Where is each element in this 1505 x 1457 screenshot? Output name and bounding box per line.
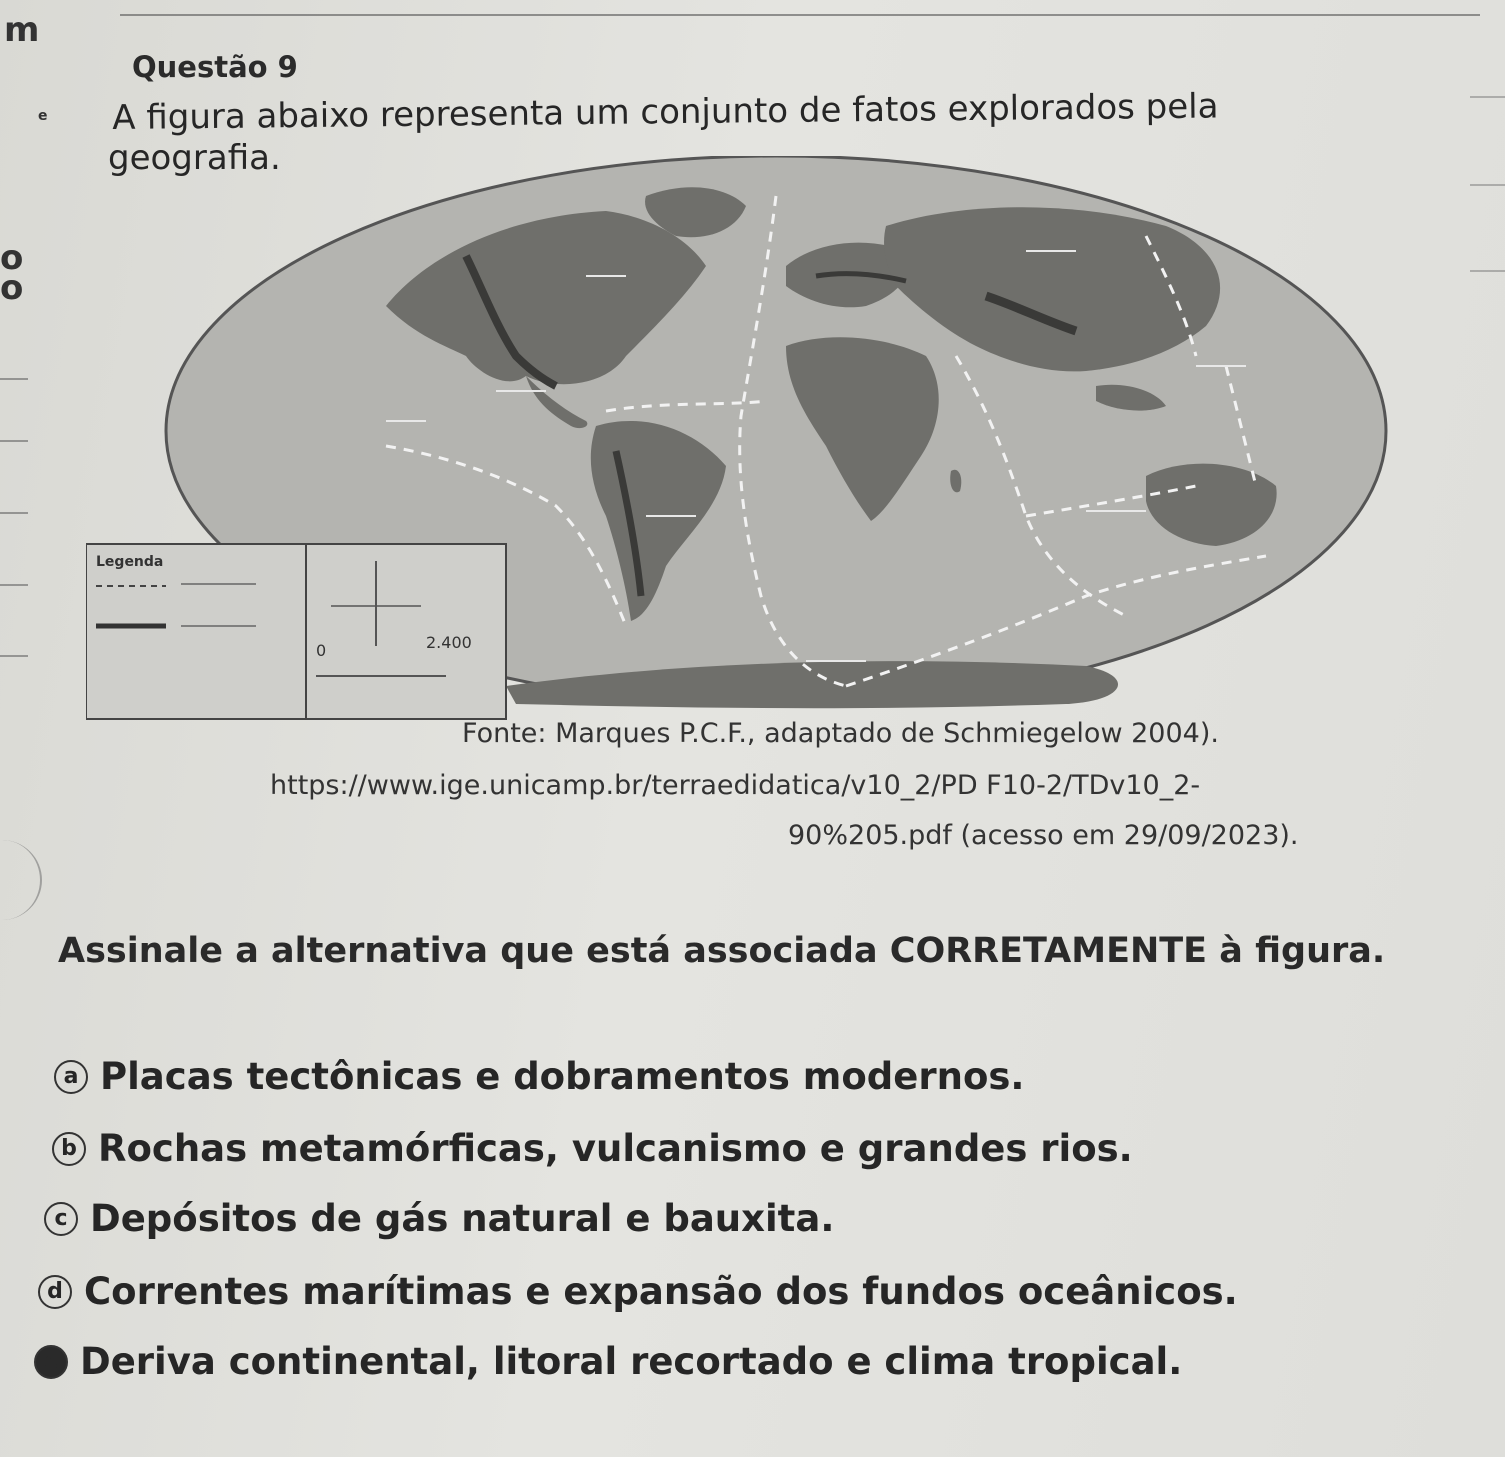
map-legend [86,544,506,719]
margin-tick [1470,270,1505,272]
option-text-d: Correntes marítimas e expansão dos fundos oceânicos. [84,1270,1238,1313]
question-prompt: Assinale a alternativa que está associada CORRETAMENTE à figura. [58,931,1386,971]
figure-caption: Fonte: Marques P.C.F., adaptado de Schmiegelow 2004). [462,718,1219,749]
margin-mark: o [0,238,24,278]
question-intro: A figura abaixo representa um conjunto de fatos explorados pela [112,86,1219,138]
option-d[interactable] [38,1270,1238,1313]
option-a[interactable] [54,1055,1024,1098]
margin-mark: m [4,10,40,50]
margin-tick [1470,184,1505,186]
legend-title: Legenda [96,554,164,570]
option-letter-a: a [54,1060,88,1094]
source-url-cont: 90%205.pdf (acesso em 29/09/2023). [788,820,1299,851]
option-c[interactable] [44,1197,834,1240]
option-letter-b: b [52,1132,86,1166]
margin-tick [0,512,28,514]
margin-mark: o [0,268,24,308]
option-b[interactable] [52,1127,1133,1170]
top-rule [120,14,1480,16]
option-letter-e: e [34,1345,68,1379]
margin-tick [0,655,28,657]
margin-tick [0,378,28,380]
map-svg [86,156,1396,722]
option-text-a: Placas tectônicas e dobramentos modernos. [100,1055,1025,1098]
question-title: Questão 9 [132,50,298,84]
source-url: https://www.ige.unicamp.br/terraedidatica/v10_2/PD F10-2/TDv10_2- [270,770,1201,801]
legend-box [86,544,506,719]
option-e[interactable] [34,1340,1182,1383]
option-letter-c: c [44,1202,78,1236]
option-text-e: Deriva continental, litoral recortado e clima tropical. [80,1340,1183,1383]
margin-tick [0,440,28,442]
margin-arc [0,840,42,920]
margin-tick [0,584,28,586]
option-letter-d: d [38,1275,72,1309]
scale-end: 2.400 [426,633,472,652]
scale-start: 0 [316,641,327,660]
margin-tick [1470,96,1505,98]
margin-mark: e [38,108,48,124]
option-text-c: Depósitos de gás natural e bauxita. [90,1197,835,1240]
option-text-b: Rochas metamórficas, vulcanismo e grandes rios. [98,1127,1133,1170]
question-intro-cont: geografia. [108,138,281,178]
tectonic-plates-map [86,156,1396,722]
